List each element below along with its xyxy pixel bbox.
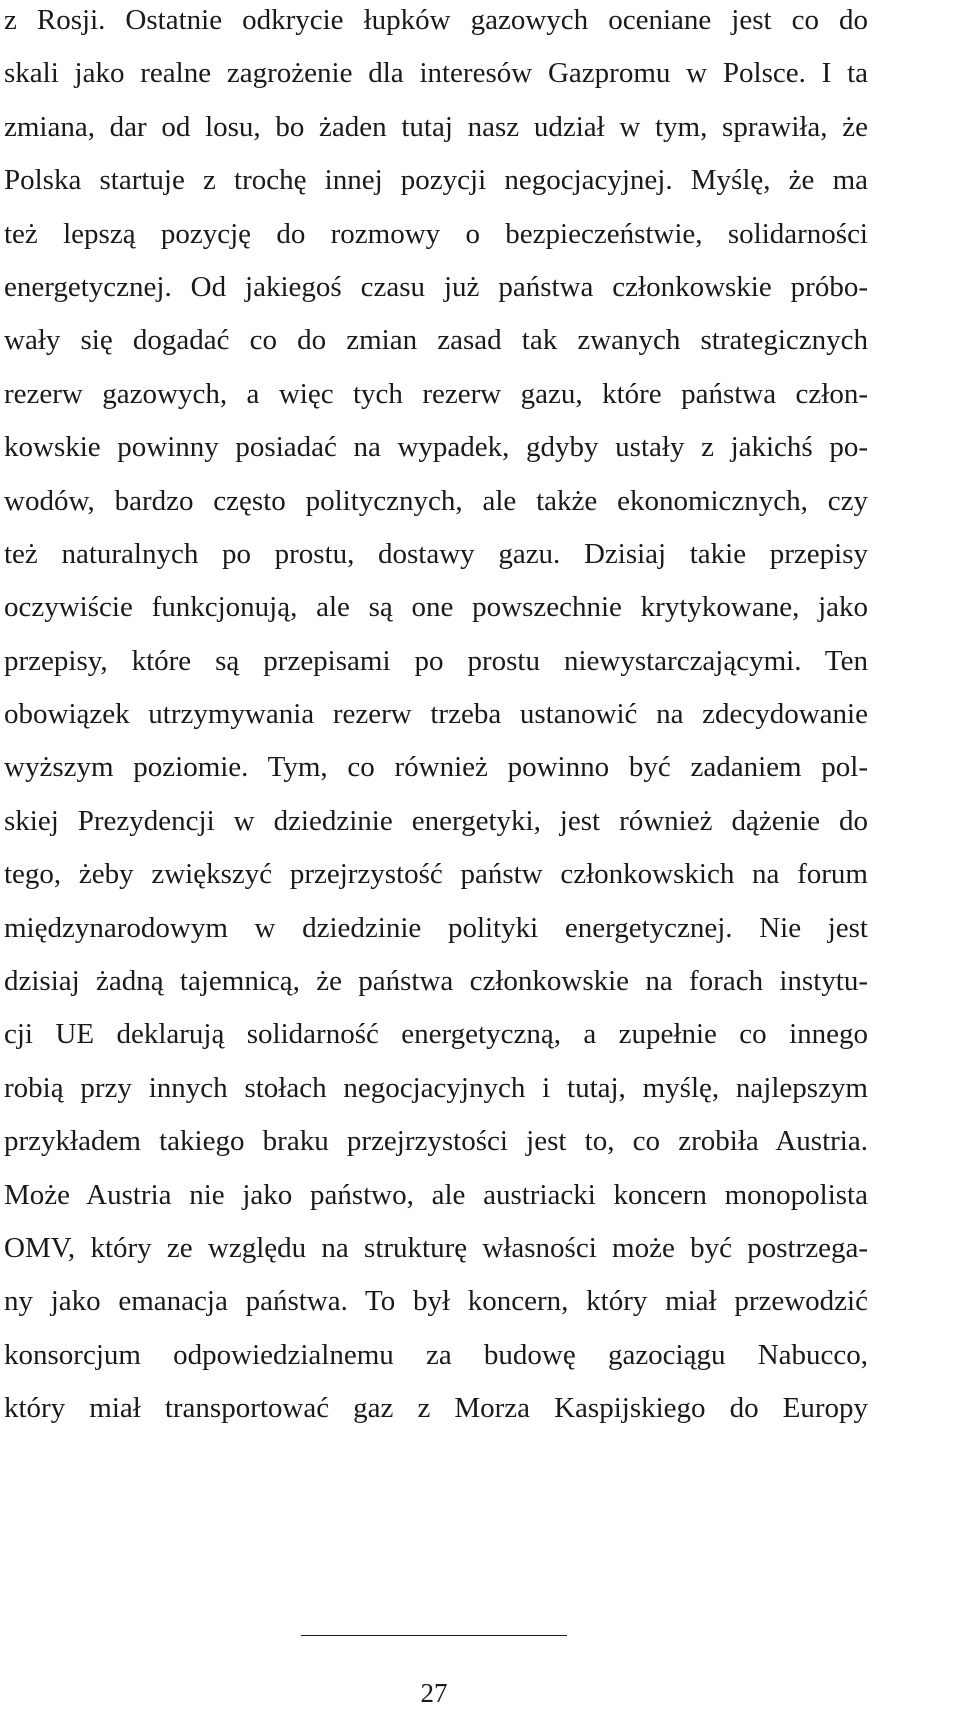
text-line: który miał transportować gaz z Morza Kaspijskiego do Europy xyxy=(4,1392,868,1425)
footnote-rule xyxy=(301,1635,567,1636)
text-line: międzynarodowym w dziedzinie polityki energetycznej. Nie jest xyxy=(4,911,868,944)
text-line: dzisiaj żadną tajemnicą, że państwa członkowskie na forach instytu- xyxy=(4,965,868,998)
text-line: wały się dogadać co do zmian zasad tak zwanych strategicznych xyxy=(4,324,868,357)
text-line: zmiana, dar od losu, bo żaden tutaj nasz udział w tym, sprawiła, że xyxy=(4,110,868,143)
text-line: też lepszą pozycję do rozmowy o bezpieczeństwie, solidarności xyxy=(4,217,868,250)
text-line: rezerw gazowych, a więc tych rezerw gazu, które państwa człon- xyxy=(4,377,868,410)
text-line: energetycznej. Od jakiegoś czasu już państwa członkowskie próbo- xyxy=(4,270,868,303)
body-text xyxy=(4,0,868,1442)
text-line: z Rosji. Ostatnie odkrycie łupków gazowych oceniane jest co do xyxy=(4,4,868,36)
text-line: cji UE deklarują solidarność energetyczną, a zupełnie co innego xyxy=(4,1018,868,1051)
text-line: skiej Prezydencji w dziedzinie energetyki, jest również dążenie do xyxy=(4,804,868,837)
text-line: konsorcjum odpowiedzialnemu za budowę gazociągu Nabucco, xyxy=(4,1338,868,1371)
text-line: tego, żeby zwiększyć przejrzystość państw członkowskich na forum xyxy=(4,858,868,891)
text-line: wyższym poziomie. Tym, co również powinno być zadaniem pol- xyxy=(4,751,868,784)
text-line: przepisy, które są przepisami po prostu niewystarczającymi. Ten xyxy=(4,644,868,677)
text-line: robią przy innych stołach negocjacyjnych i tutaj, myślę, najlepszym xyxy=(4,1071,868,1104)
text-line: skali jako realne zagrożenie dla interesów Gazpromu w Polsce. I ta xyxy=(4,57,868,90)
text-line: kowskie powinny posiadać na wypadek, gdyby ustały z jakichś po- xyxy=(4,431,868,464)
text-line: przykładem takiego braku przejrzystości jest to, co zrobiła Austria. xyxy=(4,1125,868,1158)
text-line: wodów, bardzo często politycznych, ale także ekonomicznych, czy xyxy=(4,484,868,517)
page-number: 27 xyxy=(420,1678,448,1708)
text-line: Polska startuje z trochę innej pozycji negocjacyjnej. Myślę, że ma xyxy=(4,164,868,197)
text-line: obowiązek utrzymywania rezerw trzeba ustanowić na zdecydowanie xyxy=(4,698,868,731)
text-line: oczywiście funkcjonują, ale są one powszechnie krytykowane, jako xyxy=(4,591,868,624)
text-line: OMV, który ze względu na strukturę własności może być postrzega- xyxy=(4,1231,868,1264)
text-line: też naturalnych po prostu, dostawy gazu. Dzisiaj takie przepisy xyxy=(4,537,868,570)
text-line: Może Austria nie jako państwo, ale austriacki koncern monopolista xyxy=(4,1178,868,1211)
text-line: ny jako emanacja państwa. To był koncern, który miał przewodzić xyxy=(4,1285,868,1318)
